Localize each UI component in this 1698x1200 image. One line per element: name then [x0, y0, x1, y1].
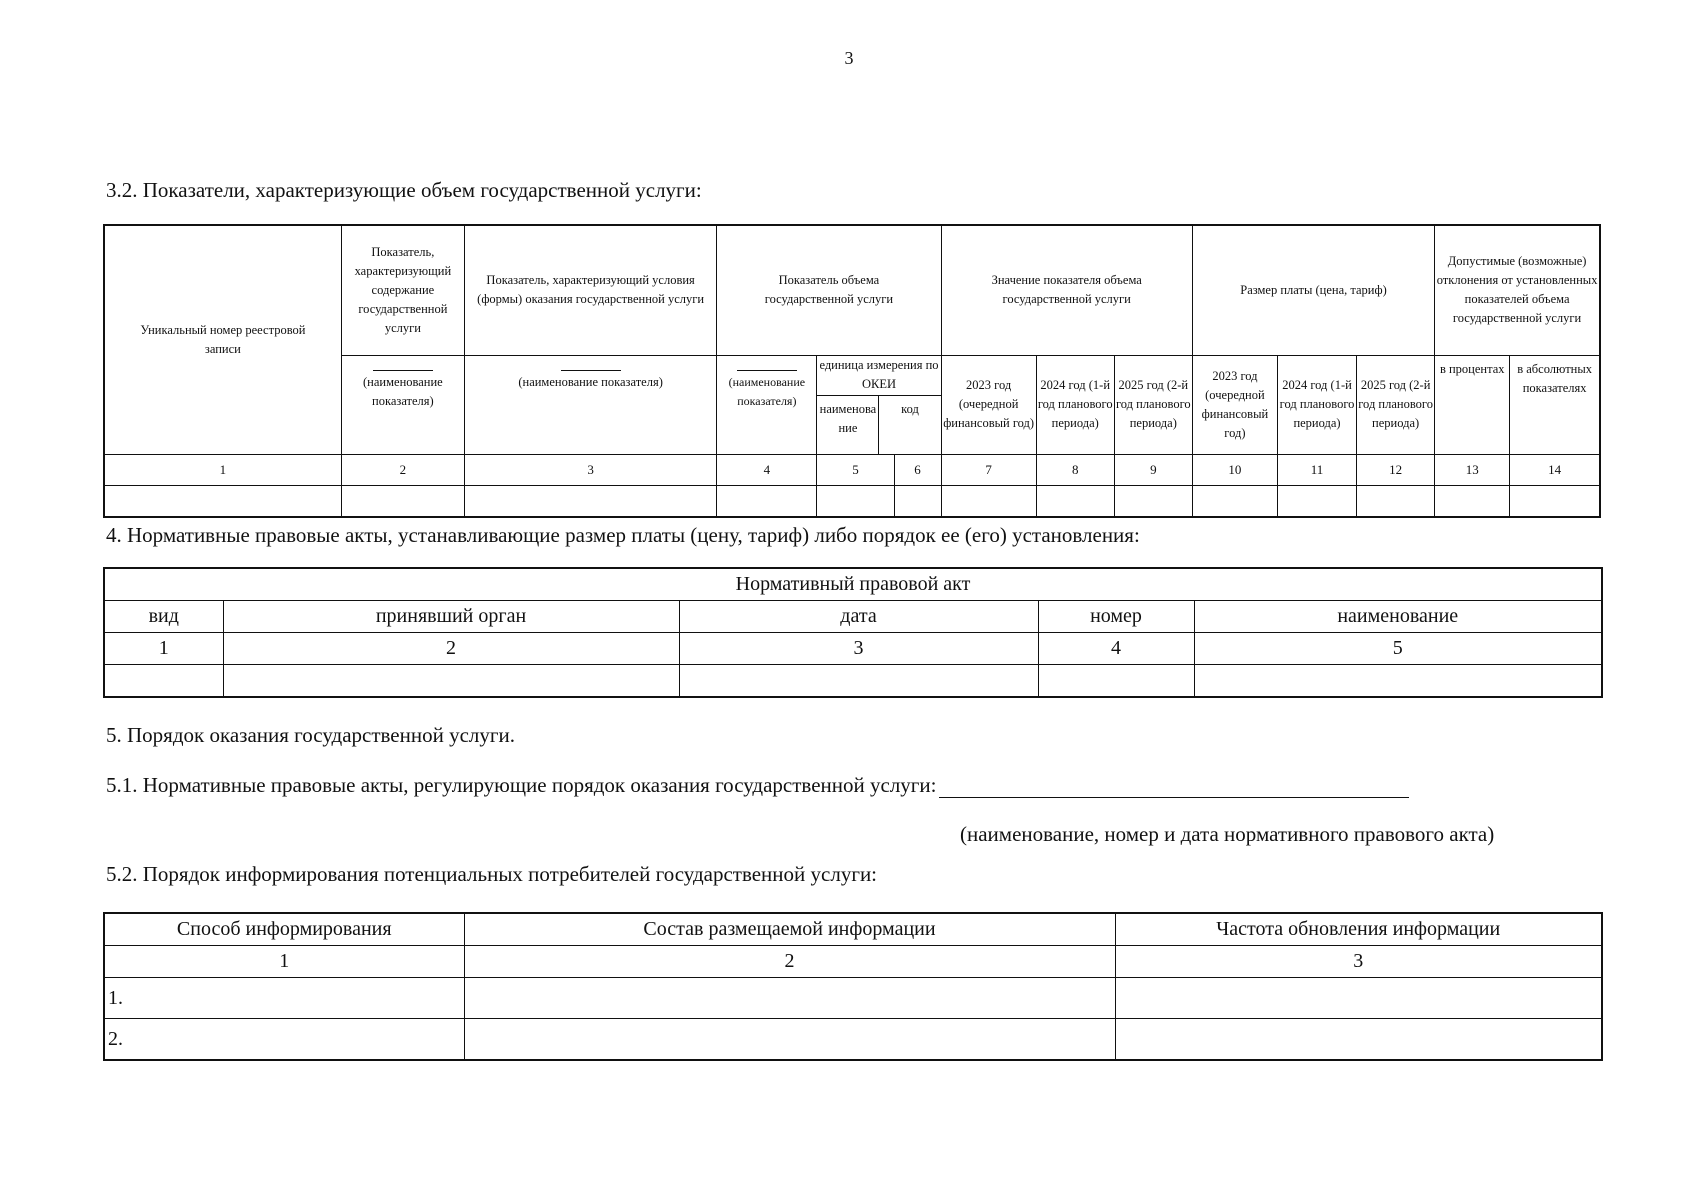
col-num: 10 — [1192, 454, 1277, 485]
empty-cell[interactable] — [104, 665, 223, 698]
header-fee: Размер платы (цена, тариф) — [1192, 225, 1434, 355]
section-4-heading: 4. Нормативные правовые акты, устанавливающие размер платы (цену, тариф) либо порядок ее (его) установления: — [106, 523, 1140, 547]
col-num: 14 — [1510, 454, 1600, 485]
column-header: Состав размещаемой информации — [464, 913, 1115, 946]
empty-cell[interactable] — [894, 485, 941, 517]
cell-content-indicator-name — [341, 355, 464, 454]
unit-code-header: код — [901, 402, 919, 416]
fee-2025-header: 2025 год (2-й год планового периода) — [1357, 355, 1435, 454]
empty-cell[interactable] — [464, 485, 716, 517]
column-header: Способ информирования — [104, 913, 464, 946]
row-label: 1. — [104, 978, 464, 1019]
column-header: Частота обновления информации — [1115, 913, 1602, 946]
volume-2024-header: 2024 год (1-й год планового периода) — [1036, 355, 1114, 454]
deviation-absolute-header: в абсолютных показателях — [1510, 355, 1600, 454]
col-num: 11 — [1277, 454, 1356, 485]
col-num: 12 — [1357, 454, 1435, 485]
col-num: 1 — [104, 633, 223, 665]
conditions-indicator-name-label: (наименование показателя) — [518, 374, 663, 389]
empty-cell[interactable] — [1192, 485, 1277, 517]
column-header: наименование — [1194, 601, 1602, 633]
deviation-percent-header: в процентах — [1435, 355, 1510, 454]
section-5-2-heading: 5.2. Порядок информирования потенциальных потребителей государственной услуги: — [106, 862, 878, 886]
empty-cell[interactable] — [817, 485, 894, 517]
informing-table — [103, 912, 1603, 1061]
empty-cell[interactable] — [1115, 978, 1602, 1019]
page-number: 3 — [844, 48, 854, 68]
col-num: 4 — [717, 454, 817, 485]
col-num: 4 — [1038, 633, 1194, 665]
empty-cell[interactable] — [341, 485, 464, 517]
cell-conditions-indicator-name — [464, 355, 716, 454]
header-content-indicator: Показатель, характеризующий содержание государственной услуги — [341, 225, 464, 355]
volume-2025-header: 2025 год (2-й год планового периода) — [1114, 355, 1192, 454]
column-header: дата — [679, 601, 1038, 633]
table-row — [104, 978, 1602, 1019]
header-registry-number: Уникальный номер реестровой записи — [104, 225, 341, 454]
empty-cell[interactable] — [1510, 485, 1600, 517]
section-3-2-heading: 3.2. Показатели, характеризующие объем государственной услуги: — [106, 178, 702, 202]
empty-cell[interactable] — [1277, 485, 1356, 517]
row-label: 2. — [104, 1019, 464, 1061]
table-row — [104, 485, 1600, 517]
blank-line — [373, 370, 433, 371]
col-num: 3 — [464, 454, 716, 485]
content-indicator-name-label: (наименование показателя) — [363, 374, 443, 408]
unit-name-header: наименова ние — [817, 396, 879, 454]
col-num: 2 — [341, 454, 464, 485]
header-volume-indicator: Показатель объема государственной услуги — [717, 225, 941, 355]
section-5-1-heading: 5.1. Нормативные правовые акты, регулирующие порядок оказания государственной услуги: — [106, 773, 937, 797]
empty-cell[interactable] — [1115, 1019, 1602, 1061]
cell-volume-indicator-name — [717, 355, 817, 454]
empty-cell[interactable] — [1038, 665, 1194, 698]
column-header: принявший орган — [223, 601, 679, 633]
fee-2023-header: 2023 год (очередной финансовый год) — [1192, 355, 1277, 454]
empty-cell[interactable] — [717, 485, 817, 517]
col-num: 2 — [464, 946, 1115, 978]
header-deviation: Допустимые (возможные) отклонения от установленных показателей объема государственной услуги — [1435, 225, 1600, 355]
empty-cell[interactable] — [464, 1019, 1115, 1061]
col-num: 3 — [679, 633, 1038, 665]
cell-unit-okei — [817, 355, 941, 454]
col-num: 13 — [1435, 454, 1510, 485]
volume-indicator-name-label: (наименование показателя) — [728, 374, 806, 408]
col-num: 5 — [817, 454, 894, 485]
blank-line — [737, 370, 797, 371]
col-num: 9 — [1114, 454, 1192, 485]
table-row — [104, 1019, 1602, 1061]
header-conditions-indicator: Показатель, характеризующий условия (формы) оказания государственной услуги — [464, 225, 716, 355]
header-volume-value: Значение показателя объема государственной услуги — [941, 225, 1192, 355]
col-num: 1 — [104, 946, 464, 978]
col-num: 3 — [1115, 946, 1602, 978]
unit-okei-header: единица измерения по ОКЕИ — [817, 356, 940, 396]
empty-cell[interactable] — [1194, 665, 1602, 698]
col-num: 1 — [104, 454, 341, 485]
section-5-heading: 5. Порядок оказания государственной услуги. — [106, 723, 515, 747]
column-header: номер — [1038, 601, 1194, 633]
empty-cell[interactable] — [464, 978, 1115, 1019]
blank-line — [561, 370, 621, 371]
empty-cell[interactable] — [223, 665, 679, 698]
empty-cell[interactable] — [1036, 485, 1114, 517]
empty-cell[interactable] — [941, 485, 1036, 517]
legal-acts-table — [103, 567, 1603, 698]
section-5-1-line — [106, 773, 1409, 798]
empty-cell[interactable] — [104, 485, 341, 517]
col-num: 5 — [1194, 633, 1602, 665]
table-row — [104, 665, 1602, 698]
fee-2024-header: 2024 год (1-й год планового периода) — [1277, 355, 1356, 454]
volume-2023-header: 2023 год (очередной финансовый год) — [941, 355, 1036, 454]
column-header: вид — [104, 601, 223, 633]
col-num: 7 — [941, 454, 1036, 485]
empty-cell[interactable] — [1435, 485, 1510, 517]
empty-cell[interactable] — [1357, 485, 1435, 517]
col-num: 2 — [223, 633, 679, 665]
empty-cell[interactable] — [1114, 485, 1192, 517]
empty-cell[interactable] — [679, 665, 1038, 698]
section-5-1-caption: (наименование, номер и дата нормативного правового акта) — [960, 822, 1495, 846]
volume-indicators-table — [103, 224, 1601, 518]
col-num: 8 — [1036, 454, 1114, 485]
fill-in-line[interactable] — [939, 779, 1409, 798]
column-numbers-row — [104, 454, 1600, 485]
legal-act-title: Нормативный правовой акт — [104, 568, 1602, 601]
col-num: 6 — [894, 454, 941, 485]
